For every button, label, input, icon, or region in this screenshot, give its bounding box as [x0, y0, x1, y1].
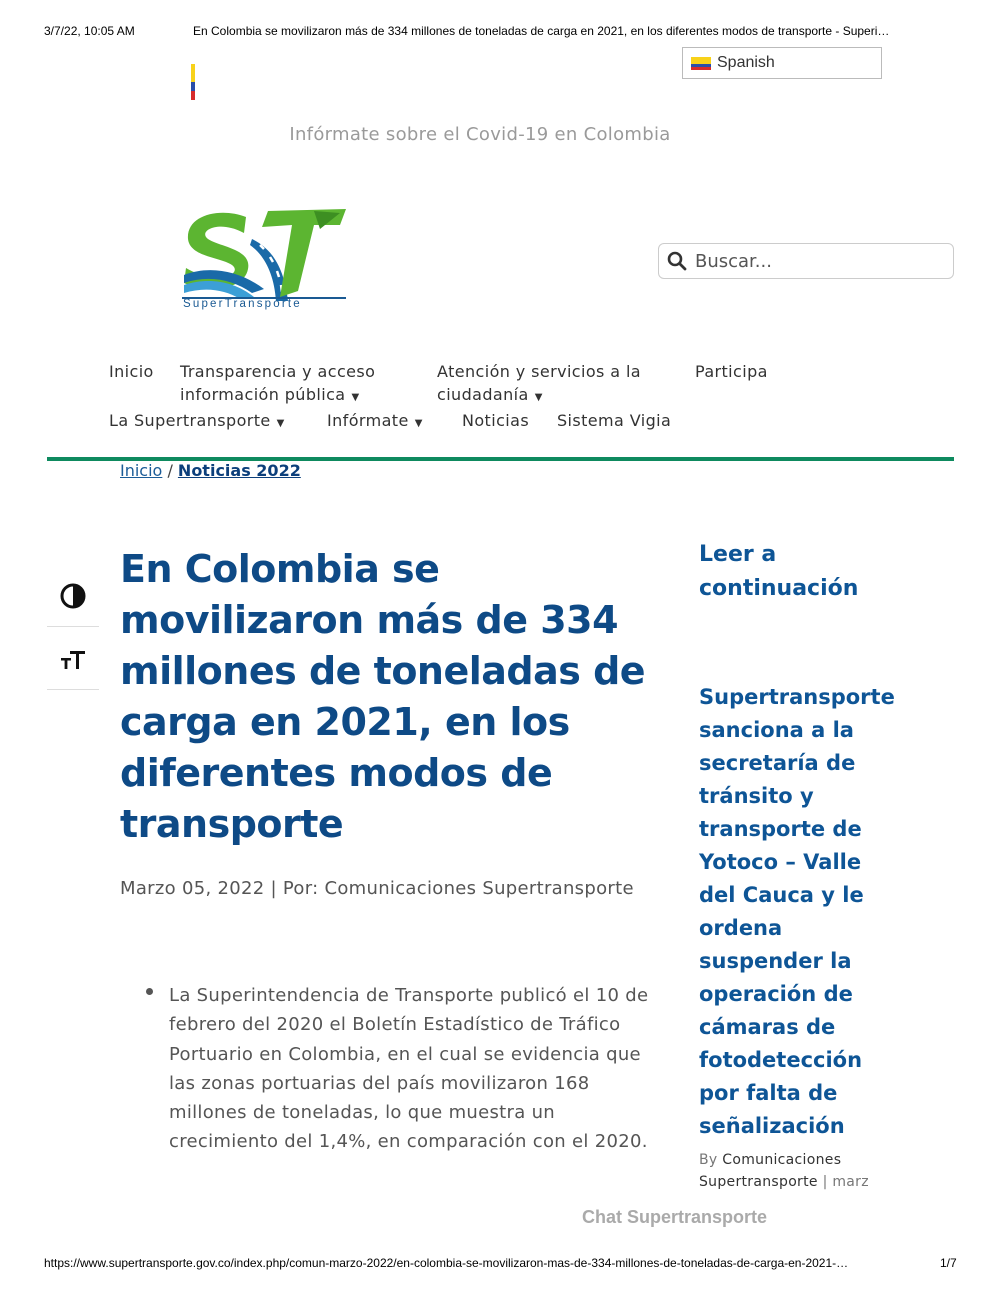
- nav-atencion[interactable]: [437, 360, 641, 409]
- text-size-icon: [59, 645, 87, 673]
- print-doc-title: En Colombia se movilizaron más de 334 millones de toneladas de carga en 2021, en los diferentes modos de transporte - Superi…: [193, 24, 890, 38]
- nav-participa[interactable]: Participa: [695, 362, 768, 381]
- article-meta: Marzo 05, 2022 | Por: Comunicaciones Supertransporte: [120, 878, 634, 899]
- related-article-meta: [699, 1149, 889, 1193]
- caret-down-icon: ▼: [534, 392, 543, 403]
- colombia-flag-icon: [691, 57, 711, 70]
- search-icon: [667, 251, 687, 271]
- search-box[interactable]: [658, 243, 954, 279]
- colombia-flag-strip: [191, 64, 195, 100]
- nav-noticias[interactable]: Noticias: [462, 411, 530, 430]
- nav-la-supertransporte[interactable]: [109, 409, 285, 435]
- nav-inicio[interactable]: Inicio: [109, 362, 154, 381]
- caret-down-icon: ▼: [276, 418, 285, 429]
- caret-down-icon: ▼: [351, 392, 360, 403]
- logo-wordmark: SuperTransporte: [183, 298, 302, 310]
- nav-informate[interactable]: [327, 409, 423, 435]
- breadcrumb: [120, 461, 301, 480]
- font-size-button[interactable]: [47, 628, 99, 690]
- nav-transparencia-line1: Transparencia y acceso: [180, 362, 376, 381]
- related-article-link[interactable]: Supertransporte sanciona a la secretaría de tránsito y transporte de Yotoco – Valle del Cauca y le ordena suspender la operación de cámaras de fotodetección por falta de señalización: [699, 685, 895, 1138]
- article-bullet-text: La Superintendencia de Transporte publicó el 10 de febrero del 2020 el Boletín Estadístico de Tráfico Portuario en Colombia, en el cual se evidencia que las zonas portuarias del país movilizaron 168 millones de toneladas, lo que muestra un crecimiento del 1,4%, en comparación con el 2020.: [169, 985, 649, 1153]
- related-article-author[interactable]: Comunicaciones Supertransporte: [699, 1152, 842, 1190]
- contrast-icon: [59, 582, 87, 610]
- covid-info-link[interactable]: Infórmate sobre el Covid-19 en Colombia: [289, 124, 671, 145]
- nav-atencion-line2: ciudadanía: [437, 385, 529, 404]
- language-label: Spanish: [717, 54, 775, 71]
- breadcrumb-current[interactable]: Noticias 2022: [177, 461, 301, 480]
- contrast-toggle-button[interactable]: [47, 565, 99, 627]
- article-title: En Colombia se movilizaron más de 334 millones de toneladas de carga en 2021, en los diferentes modos de transporte: [120, 547, 646, 846]
- language-selector[interactable]: [682, 47, 882, 79]
- print-page-number: 1/7: [940, 1256, 957, 1270]
- byline-prefix: By: [699, 1152, 718, 1168]
- nav-transparencia[interactable]: [180, 360, 375, 409]
- chat-widget-button[interactable]: Chat Supertransporte: [582, 1207, 768, 1227]
- print-url: https://www.supertransporte.gov.co/index.php/comun-marzo-2022/en-colombia-se-movilizaron-mas-de-334-millones-de-toneladas-de-carga-en-2021-…: [44, 1256, 849, 1270]
- nav-informate-label: Infórmate: [327, 411, 409, 430]
- search-input[interactable]: [695, 251, 935, 272]
- related-article-date: | marz: [822, 1174, 869, 1190]
- bullet-marker: [146, 988, 153, 995]
- nav-sistema-vigia[interactable]: Sistema Vigia: [557, 411, 672, 430]
- nav-transparencia-line2: información pública: [180, 385, 346, 404]
- breadcrumb-home[interactable]: Inicio: [120, 461, 163, 480]
- nav-la-supertransporte-label: La Supertransporte: [109, 411, 271, 430]
- print-datetime: 3/7/22, 10:05 AM: [44, 24, 135, 38]
- breadcrumb-separator: /: [167, 461, 173, 480]
- nav-atencion-line1: Atención y servicios a la: [437, 362, 641, 381]
- caret-down-icon: ▼: [414, 418, 423, 429]
- sidebar-heading: Leer a continuación: [699, 542, 859, 601]
